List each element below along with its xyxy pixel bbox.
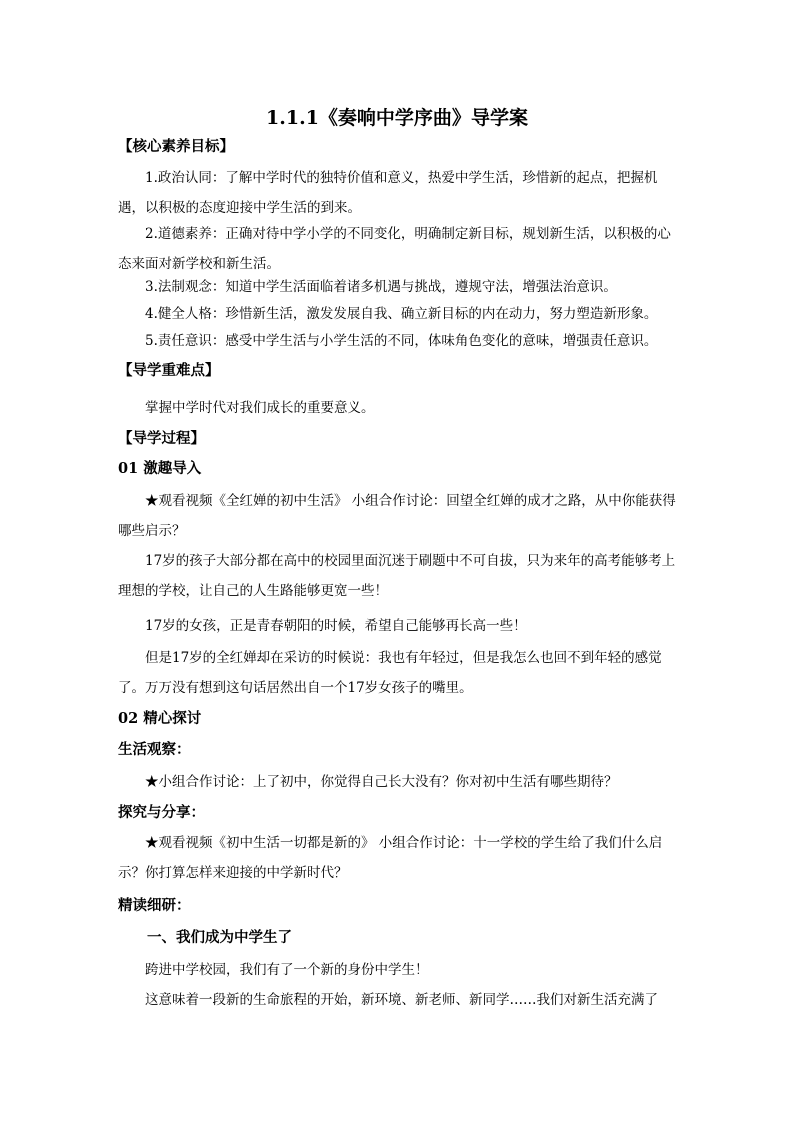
goal-item-1: 1.政治认同：了解中学时代的独特价值和意义，热爱中学生活，珍惜新的起点，把握机遇，以积极的态度迎接中学生活的到来。 xyxy=(118,170,658,216)
heading-explore-share: 探究与分享： xyxy=(118,804,205,821)
heading-close-reading: 精读细研： xyxy=(118,897,191,914)
key-points-text: 掌握中学时代对我们成长的重要意义。 xyxy=(145,400,375,416)
goal-item-2: 2.道德素养：正确对待中学小学的不同变化，明确制定新目标，规划新生活，以积极的心态来面对新学校和新生活。 xyxy=(118,226,671,272)
reading-paragraph-2: 这意味着一段新的生命旅程的开始，新环境、新老师、新同学……我们对新生活充满了 xyxy=(145,992,658,1008)
heading-core-goals: 【核心素养目标】 xyxy=(118,138,234,155)
heading-life-observation: 生活观察： xyxy=(118,741,191,758)
intro-paragraph-2: 17岁的孩子大部分都在高中的校园里面沉迷于刷题中不可自拔，只为来年的高考能够考上理想的学校，让自己的人生路能够更宽一些！ xyxy=(118,553,676,599)
subheading-becoming-students: 一、我们成为中学生了 xyxy=(147,929,292,946)
document-title: 1.1.1《奏响中学序曲》导学案 xyxy=(266,107,528,129)
heading-process: 【导学过程】 xyxy=(118,430,205,447)
observation-text: ★小组合作讨论：上了初中，你觉得自己长大没有？你对初中生活有哪些期待？ xyxy=(145,774,618,790)
heading-part-discussion: 02 精心探讨 xyxy=(118,710,202,727)
reading-paragraph-1: 跨进中学校园，我们有了一个新的身份中学生！ xyxy=(145,962,429,978)
heading-key-points: 【导学重难点】 xyxy=(118,362,220,379)
explore-text: ★观看视频《初中生活一切都是新的》 小组合作讨论：十一学校的学生给了我们什么启示？你打算怎样来迎接的中学新时代？ xyxy=(118,835,663,881)
heading-part-intro: 01 激趣导入 xyxy=(118,460,202,477)
goal-item-5: 5.责任意识：感受中学生活与小学生活的不同，体味角色变化的意味，增强责任意识。 xyxy=(145,333,658,349)
goal-item-4: 4.健全人格：珍惜新生活，激发发展自我、确立新目标的内在动力，努力塑造新形象。 xyxy=(145,306,658,322)
intro-paragraph-3: 17岁的女孩，正是青春朝阳的时候，希望自己能够再长高一些！ xyxy=(145,618,527,634)
intro-paragraph-4: 但是17岁的全红婵却在采访的时候说：我也有年轻过，但是我怎么也回不到年轻的感觉了。万万没有想到这句话居然出自一个17岁女孩子的嘴里。 xyxy=(118,650,662,696)
goal-item-3: 3.法制观念：知道中学生活面临着诸多机遇与挑战，遵规守法，增强法治意识。 xyxy=(145,279,617,295)
intro-paragraph-1: ★观看视频《全红婵的初中生活》 小组合作讨论：回望全红婵的成才之路，从中你能获得哪些启示？ xyxy=(118,493,676,539)
